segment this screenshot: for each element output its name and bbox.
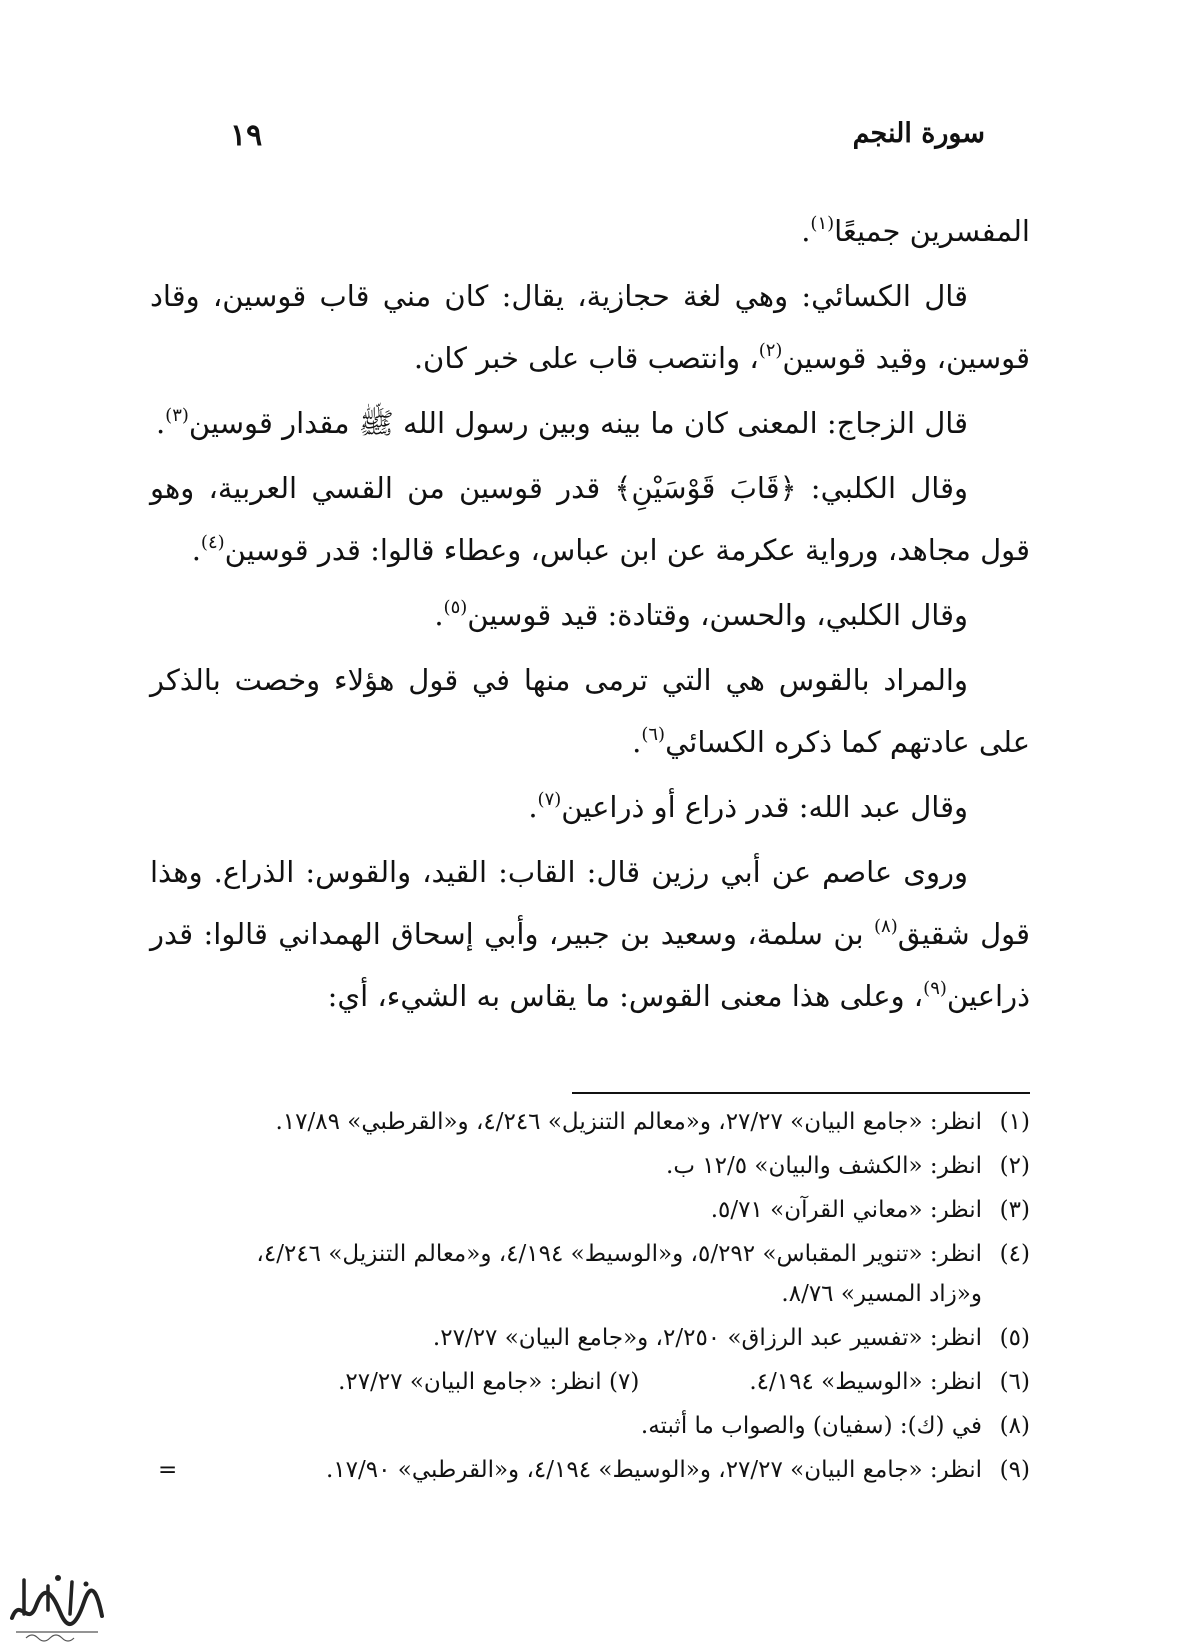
footnote-ref: (٧) [537, 789, 562, 810]
footnote-ref: (٨) [874, 916, 898, 937]
footnotes [150, 1102, 1030, 1494]
footnote: (٤) انظر: «تنوير المقباس» ٥/٢٩٢، و«الوسيط» ٤/١٩٤، و«معالم التنزيل» ٤/٢٤٦، و«زاد المسير» ٨/٧٦. [256, 1241, 1030, 1307]
footnote: (٩) انظر: «جامع البيان» ٢٧/٢٧، و«الوسيط» ٤/١٩٤، و«القرطبي» ١٧/٩٠. = [150, 1450, 1030, 1490]
footnote: (٣) انظر: «معاني القرآن» ٥/٧١. [710, 1197, 1030, 1223]
footnote-ref: (٢) [758, 340, 783, 361]
footnote: (٦) انظر: «الوسيط» ٤/١٩٤.(٧) انظر: «جامع البيان» ٢٧/٢٧. [338, 1369, 1030, 1395]
footnote-ref: (٩) [923, 978, 947, 999]
paragraph: والمراد بالقوس هي التي ترمى منها في قول هؤلاء وخصت بالذكر على عادتهم كما ذكره الكسائي$^{(٦)}$. [150, 663, 1030, 759]
main-text [150, 200, 1030, 1030]
surah-title: سورة النجم [852, 118, 985, 149]
paragraph: وقال عبد الله: قدر ذراع أو ذراعين$^{(٧)}$. [528, 789, 968, 824]
footnote-ref: (١) [810, 213, 835, 234]
paragraph: وروى عاصم عن أبي رزين قال: القاب: القيد، والقوس: الذراع. وهذا قول شقيق$^{(٨)}$ بن سلمة، وسعيد بن جبير، وأبي إسحاق الهمداني قالوا: قدر ذراعين$^{(٩)}$، وعلى هذا معنى القوس: ما يقاس به الشيء، أي: [150, 855, 1030, 1013]
footnote-ref: (٥) [443, 597, 468, 618]
footnote-ref: (٣) [165, 405, 189, 426]
paragraph: قال الزجاج: المعنى كان ما بينه وبين رسول الله ﷺ مقدار قوسين$^{(٣)}$. [155, 405, 968, 440]
paragraph: وقال الكلبي، والحسن، وقتادة: قيد قوسين$^{(٥)}$. [434, 597, 968, 632]
footnote: (١) انظر: «جامع البيان» ٢٧/٢٧، و«معالم التنزيل» ٤/٢٤٦، و«القرطبي» ١٧/٨٩. [275, 1109, 1030, 1135]
footnote: (٢) انظر: «الكشف والبيان» ١٢/٥ ب. [666, 1153, 1030, 1179]
footnote: (٨) في (ك): (سفيان) والصواب ما أثبته. [640, 1413, 1030, 1439]
page-number: ١٩ [230, 118, 263, 153]
paragraph: قال الكسائي: وهي لغة حجازية، يقال: كان مني قاب قوسين، وقاد قوسين، وقيد قوسين$^{(٢)}$، وانتصب قاب على خبر كان. [150, 279, 1030, 375]
paragraph: وقال الكلبي: ﴿قَابَ قَوْسَيْنِ﴾ قدر قوسين من القسي العربية، وهو قول مجاهد، ورواية عكرمة عن ابن عباس، وعطاء قالوا: قدر قوسين$^{(٤)}$. [150, 471, 1030, 567]
footnote-ref: (٦) [641, 724, 666, 745]
publisher-logo-icon [6, 1566, 106, 1644]
continuation-mark: = [158, 1457, 178, 1483]
footnote-ref: (٤) [200, 532, 225, 553]
page-header [150, 118, 985, 168]
footnote-divider [572, 1092, 1030, 1094]
paragraph: المفسرين جميعًا$^{(١)}$. [801, 213, 1030, 248]
footnote: (٥) انظر: «تفسير عبد الرزاق» ٢/٢٥٠، و«جامع البيان» ٢٧/٢٧. [432, 1325, 1030, 1351]
